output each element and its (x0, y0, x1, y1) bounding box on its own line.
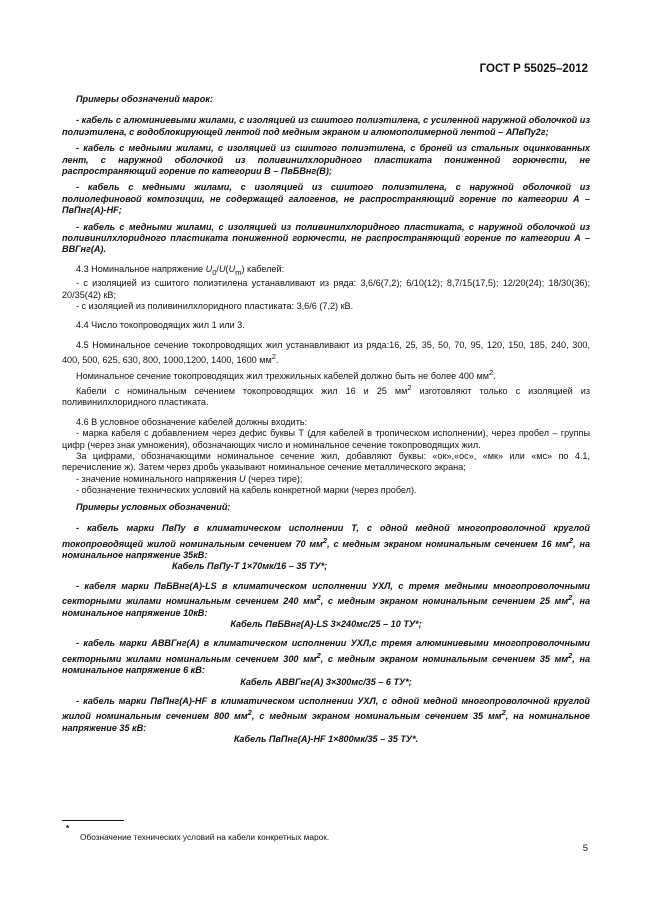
designation-code-2: Кабель ПвБВнг(А)-LS 3×240мс/25 – 10 ТУ*; (230, 619, 422, 629)
example-brand-4: - кабель с медными жилами, с изоляцией из поливинилхлоридного пластиката, с наружной оболочкой из поливинилхлоридного пластиката пониженной горючести, не распространяющий горение по категории А – ВВГнг(А). (62, 221, 590, 255)
designation-code-4: Кабель ПвПнг(А)-HF 1×800мк/35 – 35 ТУ*. (233, 734, 419, 745)
footnote-mark: * (66, 823, 70, 833)
footnote-text: Обозначение технических условий на кабели конкретных марок. (80, 832, 330, 842)
designation-example-4: - кабель марки ПвПнг(А)-HF в климатическом исполнении УХЛ, с одной медной многопроволочной круглой жилой номинальным сечением 800 $мм^2$, с медным экраном номинальным сечением 35 $мм^2$, на номинальное напряжение 35 кВ: (62, 696, 590, 733)
designation-example-1: - кабель марки ПвПу в климатическом исполнении Т, с одной медной многопроволочной круглой токопроводящей жилой номинальным сечением 70 $мм^2$, с медным экраном номинальным сечением 16 $мм^2$, на номинальное напряжение 35кВ: (62, 523, 591, 560)
clause-4-6: 4.6 В условное обозначение кабелей должны входить: (76, 416, 308, 427)
clause-4-6-brand: - марка кабеля с добавлением через дефис буквы Т (для кабелей в тропическом исполнении), через пробел – группы цифр (через знак умножения), обозначающих число и номинальное сечение токопроводящих жил. (62, 428, 590, 450)
clause-4-5: 4.5 Номинальное сечение токопроводящих жил устанавливают из ряда:16, 25, 35, 50, 70, 95, 120, 150, 185, 240, 300, 400, 500, 625, 630, 800, 1000,1200, 1400, 1600 $мм^2$. (62, 339, 590, 366)
document-body (62, 92, 590, 746)
footnote (62, 820, 590, 843)
clause-4-6-spec: - обозначение технических условий на кабель конкретной марки (через пробел). (76, 485, 417, 496)
designation-code-3: Кабель АВВГнг(А) 3×300мс/35 – 6 ТУ*; (240, 676, 412, 687)
designation-examples-heading: Примеры условных обозначений: (76, 501, 231, 512)
clause-4-6-voltage: - значение номинального напряжения U (через тире); (76, 473, 303, 484)
clause-4-3-xlpe: - с изоляцией из сшитого полиэтилена устанавливают из ряда: 3,6/6(7,2); 6/10(12); 8,7/15(17,5); 12/20(24); 18/30(36); 20/35(42) кВ; (62, 278, 590, 300)
clause-4-4: 4.4 Число токопроводящих жил 1 или 3. (76, 320, 245, 331)
examples-heading: Примеры обозначений марок: (76, 94, 213, 104)
standard-designation: ГОСТ Р 55025–2012 (479, 63, 588, 75)
example-brand-2: - кабель с медными жилами, с изоляцией из сшитого полиэтилена, с броней из стальных оцинкованных лент, с наружной оболочкой из поливинилхлоридного пластиката пониженной горючести, не распространяющий горение по категории В – ПвБВнг(В); (62, 143, 590, 177)
page-number: 5 (582, 843, 588, 854)
clause-4-3: 4.3 Номинальное напряжение $U_0/U(U_m)$ кабелей: (76, 263, 285, 277)
designation-example-3: - кабель марки АВВГнг(А) в климатическом исполнении УХЛ,с тремя алюминиевыми многопроволочными секторными жилами номинальным сечением 300 $мм^2$, с медным экраном номинальным сечением 35 $мм^2$, на номинальное напряжение 6 кВ: (62, 638, 591, 676)
clause-4-5-three-core: Номинальное сечение токопроводящих жил трехжильных кабелей должно быть не более 400 $мм^2$. (76, 367, 496, 381)
designation-code-1: Кабель ПвПу-Т 1×70мк/16 – 35 ТУ*; (172, 561, 328, 572)
footnote-separator (62, 820, 124, 821)
example-brand-1: - кабель с алюминиевыми жилами, с изоляцией из сшитого полиэтилена, с усиленной наружной оболочкой из полиэтилена, с водоблокирующей лентой под медным экраном и алюмополимерной лентой – АПвПу2г; (62, 115, 590, 137)
clause-4-6-letters: За цифрами, обозначающими номинальное сечение жил, добавляют буквы: «ок»,«ос», «мк» или «мс» по 4.1, перечисление ж). Затем через дробь указывают номинальное сечение металлического экрана; (62, 451, 590, 473)
designation-example-2: - кабеля марки ПвБВнг(А)-LS в климатическом исполнении УХЛ, с тремя медными многопроволочными секторными жилами номинальным сечением 240 $мм^2$, с медным экраном номинальным сечением 25 $мм^2$, на номинальное напряжение 10кВ: (62, 580, 591, 618)
clause-4-3-pvc: - с изоляцией из поливинилхлоридного пластиката: 3,6/6 (7,2) кВ. (76, 300, 354, 311)
example-brand-3: - кабель с медными жилами, с изоляцией из сшитого полиэтилена, с наружной оболочкой из полиолефиновой композиции, не содержащей галогенов, не распространяющий горение по категории А – ПвПнг(А)-HF; (62, 182, 590, 216)
clause-4-5-small-sections: Кабели с номинальным сечением токопроводящих жил 16 и 25 $мм^2$ изготовляют только с изоляцией из поливинилхлоридного пластиката. (62, 383, 590, 408)
